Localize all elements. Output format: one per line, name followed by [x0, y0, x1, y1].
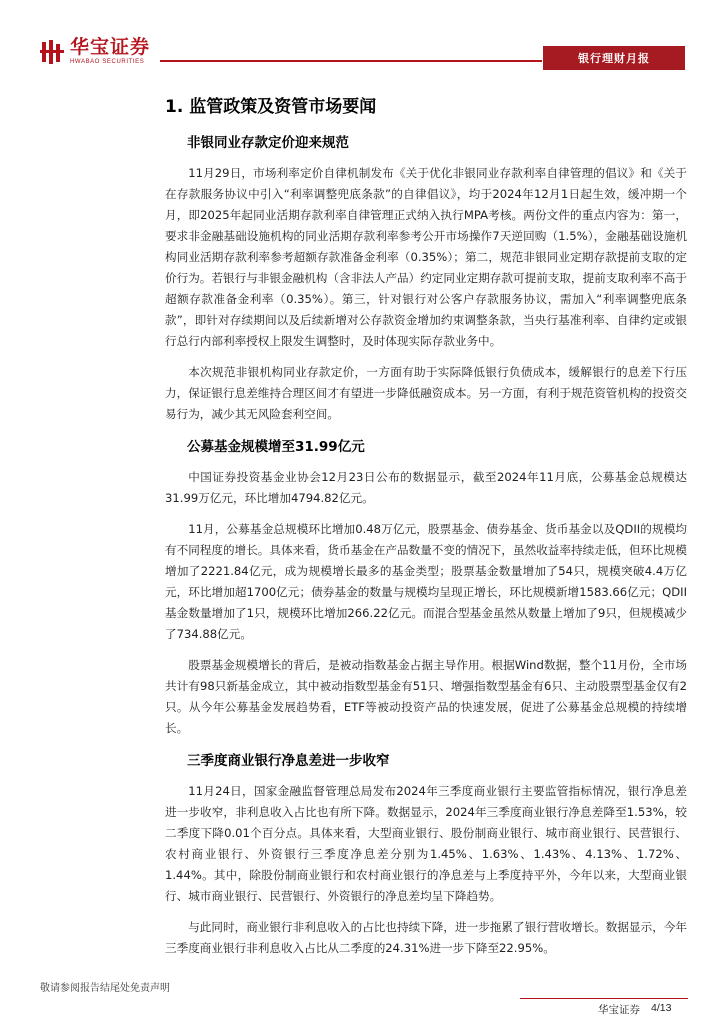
- page-header: [0, 0, 724, 70]
- logo-mark-icon: [40, 39, 66, 65]
- subsection-net-interest-margin: [165, 749, 687, 959]
- page-number: 4/13: [651, 1002, 672, 1014]
- main-content: [165, 86, 687, 969]
- paragraph: 中国证券投资基金业协会12月23日公布的数据显示，截至2024年11月底，公募基金总规模达31.99万亿元，环比增加4794.82亿元。: [165, 470, 687, 505]
- paragraph: 股票基金规模增长的背后，是被动指数基金占据主导作用。根据Wind数据，整个11月份，全市场共计有98只新基金成立，其中被动指数型基金有51只、增强指数型基金有6只、主动股票型基金仅有2只。从今年公募基金发展趋势看，ETF等被动投资产品的快速发展，促进了公募基金总规模的持续增长。: [165, 658, 687, 735]
- subsection-heading: 公募基金规模增至31.99亿元: [187, 439, 365, 455]
- paragraph: 与此同时，商业银行非利息收入的占比也持续下降，进一步拖累了银行营收增长。数据显示，今年三季度商业银行非利息收入占比从二季度的24.31%进一步下降至22.95%。: [165, 920, 687, 955]
- company-logo: [40, 38, 150, 65]
- footer-company: 华宝证券: [598, 1004, 640, 1016]
- paragraph: 11月29日，市场利率定价自律机制发布《关于优化非银同业存款利率自律管理的倡议》和《关于在存款服务协议中引入“利率调整兜底条款”的自律倡议》，均于2024年12月1日起生效，缓冲期一个月，即2025年起同业活期存款利率自律管理正式纳入执行MPA考核。两份文件的重点内容为：第一，要求非金融基础设施机构的同业活期存款利率参考公开市场操作7天逆回购（1.5%），金融基础设施机构同业活期存款利率参考超额存款准备金利率（0.35%）；第二，规范非银同业定期存款提前支取的定价行为。若银行与非银金融机构（含非法人产品）约定同业定期存款可提前支取，提前支取利率不高于超额存款准备金利率（0.35%）。第三，针对银行对公客户存款服务协议，需加入“利率调整兜底条款”，即针对存续期间以及后续新增对公存款资金增加约束调整条款，当央行基准利率、自律约定或银行总行内部利率授权上限发生调整时，及时体现实际存款业务中。: [165, 166, 687, 348]
- report-type-tag: 银行理财月报: [543, 46, 685, 70]
- section-title: 1. 监管政策及资管市场要闻: [165, 97, 377, 117]
- disclaimer-note: 敬请参阅报告结尾处免责声明: [40, 983, 170, 994]
- logo-english-name: HWABAO SECURITIES: [70, 59, 145, 65]
- subsection-heading: 非银同业存款定价迎来规范: [187, 135, 349, 151]
- logo-chinese-name: 华宝证券: [70, 36, 151, 58]
- footer-divider: [520, 998, 688, 999]
- paragraph: 本次规范非银机构同业存款定价，一方面有助于实际降低银行负债成本，缓解银行的息差下行压力，保证银行息差维持合理区间才有望进一步降低融资成本。另一方面，有利于规范资管机构的投资交易行为，减少其无风险套利空间。: [165, 365, 687, 421]
- paragraph: 11月，公募基金总规模环比增加0.48万亿元，股票基金、债券基金、货币基金以及QDII的规模均有不同程度的增长。具体来看，货币基金在产品数量不变的情况下，虽然收益率持续走低，但环比规模增加了2221.84亿元，成为规模增长最多的基金类型；股票基金数量增加了54只，规模突破4.4万亿元，环比增加超1700亿元；债券基金的数量与规模均呈现正增长，环比规模新增1583.66亿元；QDII基金数量增加了1只，规模环比增加266.22亿元。而混合型基金虽然从数量上增加了9只，但规模减少了734.88亿元。: [165, 522, 687, 641]
- subsection-heading: 三季度商业银行净息差进一步收窄: [187, 753, 390, 769]
- subsection-nonbank-deposit: [165, 131, 687, 425]
- subsection-public-fund-scale: [165, 435, 687, 739]
- paragraph: 11月24日，国家金融监督管理总局发布2024年三季度商业银行主要监管指标情况，银行净息差进一步收窄，非利息收入占比也有所下降。数据显示，2024年三季度商业银行净息差降至1.53%，较二季度下降0.01个百分点。具体来看，大型商业银行、股份制商业银行、城市商业银行、民营银行、农村商业银行、外资银行三季度净息差分别为1.45%、1.63%、1.43%、4.13%、1.72%、1.44%。其中，除股份制商业银行和农村商业银行的净息差与上季度持平外，今年以来，大型商业银行、城市商业银行、民营银行、外资银行的净息差均呈下降趋势。: [165, 784, 687, 903]
- header-divider: [160, 60, 542, 62]
